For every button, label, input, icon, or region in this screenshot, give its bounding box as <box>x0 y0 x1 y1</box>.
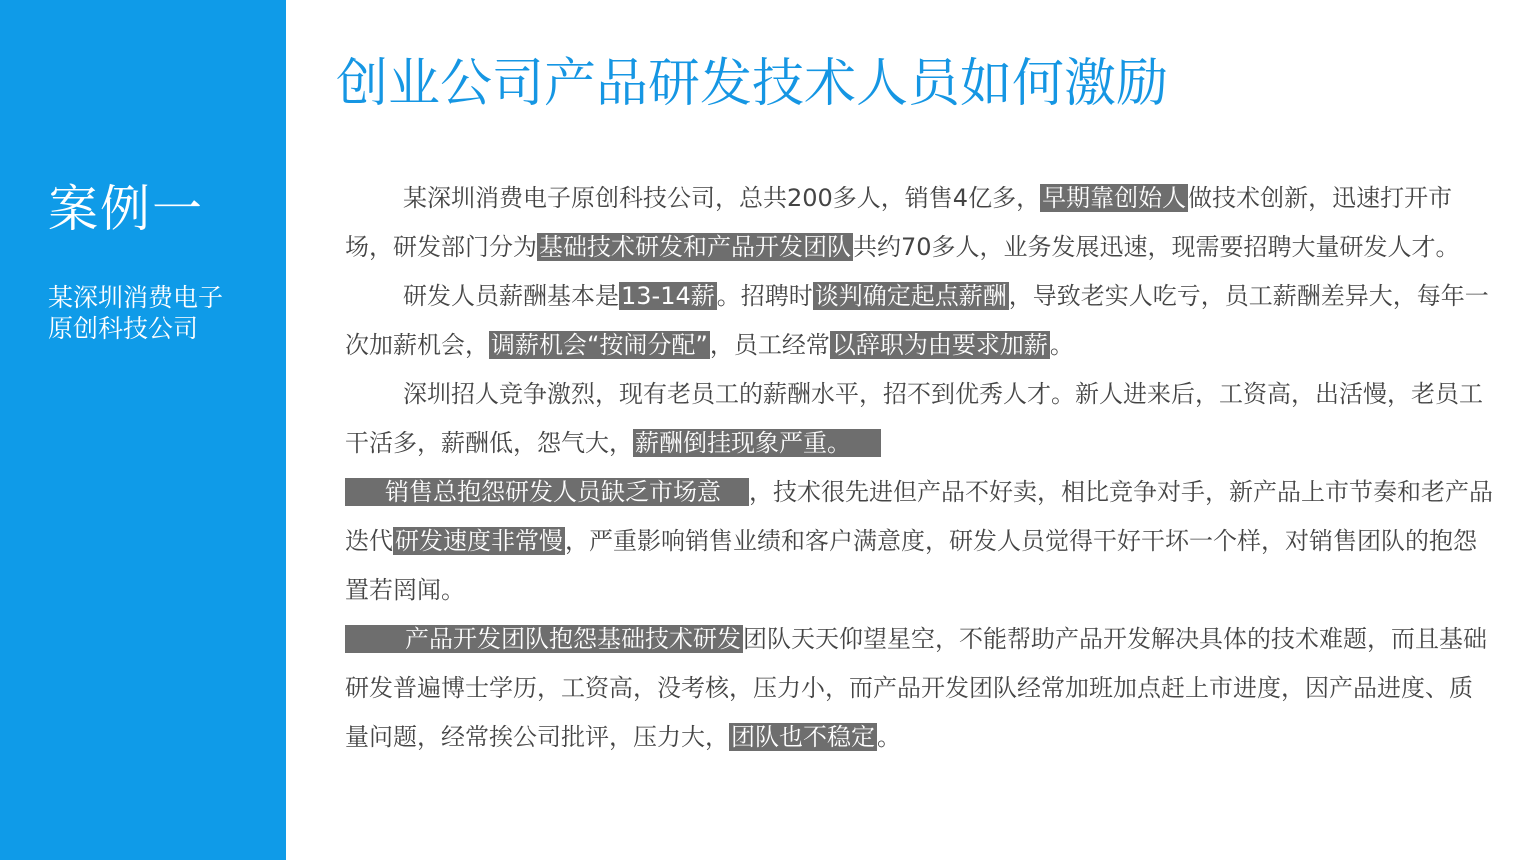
p4-highlight-2: 研发速度非常慢 <box>395 527 563 555</box>
p1-text-1: 某深圳消费电子原创科技公司，总共200多人，销售4亿多， <box>403 184 1041 212</box>
p1-highlight-2: 基础技术研发和产品开发团队 <box>539 233 851 261</box>
p3-highlight-1: 薪酬倒挂现象严重。 <box>633 429 881 457</box>
p1-highlight-1: 早期靠创始人 <box>1042 184 1187 212</box>
p2-text-3: ，导致老实人吃亏，员工薪酬差异大，每年一次加薪机会， <box>345 282 1489 359</box>
p2-highlight-4: 以辞职为由要求加薪 <box>831 331 1048 359</box>
case-company-name <box>48 282 258 344</box>
p2-text-1: 研发人员薪酬基本是 <box>403 282 619 310</box>
p4-text-2: ，严重影响销售业绩和客户满意度，研发人员觉得干好干坏一个样，对销售团队的抱怨置若罔闻。 <box>345 527 1477 604</box>
p4-highlight-1: 销售总抱怨研发人员缺乏市场意 <box>345 478 749 506</box>
p2-highlight-1: 13-14薪 <box>621 282 715 310</box>
sidebar-panel <box>0 0 286 860</box>
p5-highlight-2: 团队也不稳定 <box>731 723 875 751</box>
p5-text-2: 。 <box>877 723 901 751</box>
paragraph-2 <box>345 272 1495 370</box>
p5-text-1: 团队天天仰望星空，不能帮助产品开发解决具体的技术难题，而且基础研发普遍博士学历，工资高，没考核，压力小，而产品开发团队经常加班加点赶上市进度，因产品进度、质量问题，经常挨公司批评，压力大， <box>345 625 1487 751</box>
page-title: 创业公司产品研发技术人员如何激励 <box>336 54 1169 114</box>
p5-highlight-1: 产品开发团队抱怨基础技术研发 <box>345 625 743 653</box>
company-line-1: 某深圳消费电子 <box>48 283 224 312</box>
p2-text-5: 。 <box>1049 331 1074 359</box>
p2-text-2: 。招聘时 <box>716 282 813 310</box>
p1-text-2: 做技术创新，迅速打开市场，研发部门分为 <box>345 184 1453 261</box>
paragraph-1 <box>345 174 1495 272</box>
paragraph-3 <box>345 370 1495 468</box>
p2-highlight-3: 调薪机会“按闹分配” <box>491 331 708 359</box>
case-label: 案例一 <box>48 180 204 238</box>
company-line-2: 原创科技公司 <box>48 314 199 343</box>
paragraph-4 <box>345 468 1495 615</box>
p1-text-3: 共约70多人，业务发展迅速，现需要招聘大量研发人才。 <box>853 233 1460 261</box>
p2-text-4: ，员工经常 <box>709 331 830 359</box>
case-description <box>345 174 1495 762</box>
p3-text-1: 深圳招人竞争激烈，现有老员工的薪酬水平，招不到优秀人才。新人进来后，工资高，出活慢，老员工干活多，薪酬低，怨气大， <box>345 380 1483 457</box>
p2-highlight-2: 谈判确定起点薪酬 <box>814 282 1007 310</box>
p4-text-1: ，技术很先进但产品不好卖，相比竞争对手，新产品上市节奏和老产品迭代 <box>345 478 1493 555</box>
paragraph-5 <box>345 615 1495 762</box>
